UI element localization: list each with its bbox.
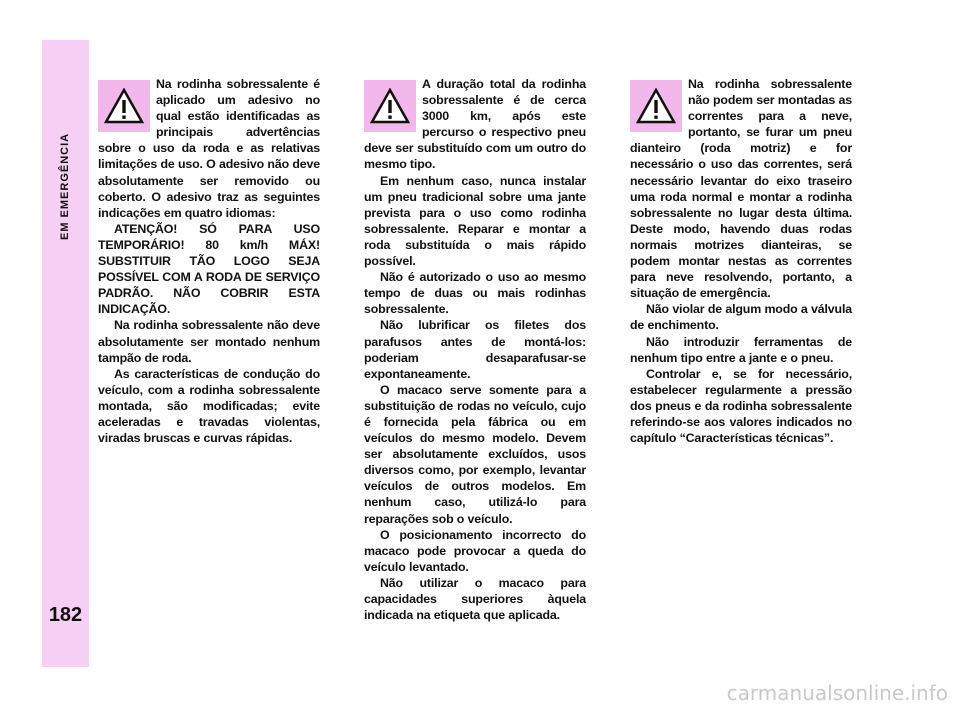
page-number: 182 (48, 604, 83, 626)
paragraph: Não lubrificar os filetes dos parafusos antes de montá-los: poderiam desaparafusar-se expontaneamente. (364, 318, 586, 381)
warning-triangle-icon (630, 80, 682, 132)
text-column-1 (98, 76, 320, 446)
warning-triangle-icon (364, 80, 416, 132)
paragraph: Não violar de algum modo a válvula de enchimento. (630, 302, 852, 333)
text-column-2 (364, 76, 586, 623)
paragraph: Não é autorizado o uso ao mesmo tempo de duas ou mais rodinhas sobressalente. (364, 270, 586, 317)
watermark: carmanualsonline.info (726, 681, 948, 705)
section-title: EM EMERGÊNCIA (59, 132, 71, 240)
paragraph: Na rodinha sobressalente é aplicado um adesivo no qual estão identificadas as principais advertências sobre o uso da roda e as relativas limitações de uso. O adesivo não deve absolutamente ser removido ou coberto. O adesivo traz as seguintes indicações em quatro idiomas: (98, 77, 320, 220)
warning-triangle-icon (98, 80, 150, 132)
paragraph: Em nenhum caso, nunca instalar um pneu tradicional sobre uma jante prevista para o uso como rodinha sobressalente. Reparar e montar a roda substituída o mais rápido possível. (364, 173, 586, 269)
paragraph: ATENÇÃO! SÓ PARA USO TEMPORÁRIO! 80 km/h MÁX! SUBSTITUIR TÃO LOGO SEJA POSSÍVEL COM A RODA DE SERVIÇO PADRÃO. NÃO COBRIR ESTA INDICAÇÃO. (98, 221, 320, 317)
paragraph: O macaco serve somente para a substituição de rodas no veículo, cujo é fornecida pela fábrica ou em veículos do mesmo modelo. Devem ser absolutamente excluídos, usos diversos como, por exemplo, levantar veículos de outros modelos. Em nenhum caso, utilizá-lo para reparações sob o veículo. (364, 382, 586, 526)
paragraph: Não utilizar o macaco para capacidades superiores àquela indicada na etiqueta que aplicada. (364, 575, 586, 623)
paragraph: Na rodinha sobressalente não podem ser montadas as correntes para a neve, portanto, se furar um pneu dianteiro (roda motriz) e for necessário o uso das correntes, será necessário levantar do eixo traseiro uma roda normal e montar a rodinha sobressalente no lugar desta última. Deste modo, havendo duas rodas normais motrizes dianteiras, se podem montar nestas as correntes para neve resolvendo, portanto, a situação de emergência. (630, 77, 852, 301)
paragraph: Controlar e, se for necessário, estabelecer regularmente a pressão dos pneus e da rodinha sobressalente referindo-se aos valores indicados no capítulo “Características técnicas”. (630, 366, 852, 446)
paragraph: As características de condução do veículo, com a rodinha sobressalente montada, são modificadas; evite aceleradas e travadas violentas, viradas bruscas e curvas rápidas. (98, 366, 320, 446)
text-column-3 (630, 76, 852, 446)
paragraph: Não introduzir ferramentas de nenhum tipo entre a jante e o pneu. (630, 334, 852, 365)
paragraph: O posicionamento incorrecto do macaco pode provocar a queda do veículo levantado. (364, 527, 586, 574)
paragraph: A duração total da rodinha sobressalente é de cerca 3000 km, após este percurso o respectivo pneu deve ser substituído com um outro do mesmo tipo. (364, 77, 586, 172)
paragraph: Na rodinha sobressalente não deve absolutamente ser montado nenhum tampão de roda. (98, 318, 320, 365)
